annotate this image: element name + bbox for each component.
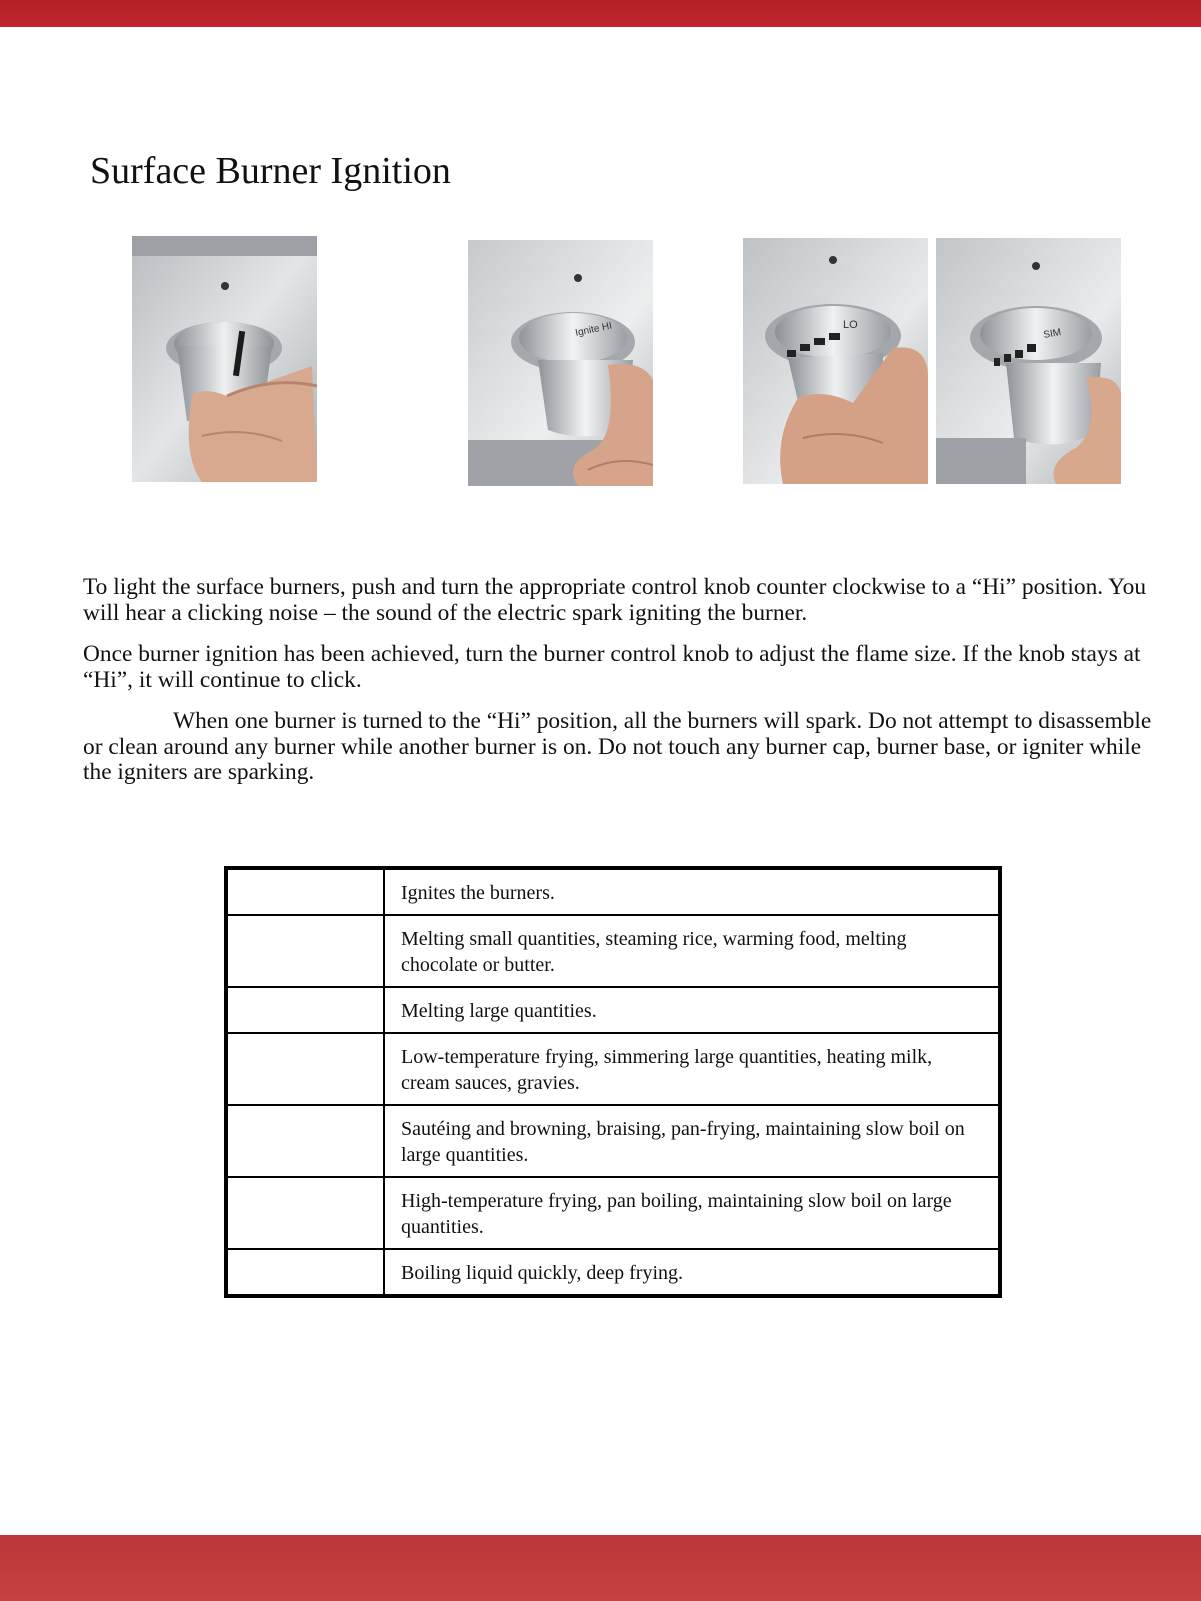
usage-cell: Boiling liquid quickly, deep frying. xyxy=(384,1249,1000,1296)
flame-adjust-paragraph: Once burner ignition has been achieved, turn the burner control knob to adjust the flame size. If the knob stays at “Hi”, it will continue to click. xyxy=(83,641,1141,693)
usage-cell: Low-temperature frying, simmering large quantities, heating milk, cream sauces, gravies. xyxy=(384,1033,1000,1105)
usage-cell: High-temperature frying, pan boiling, maintaining slow boil on large quantities. xyxy=(384,1177,1000,1249)
knob-push-photo xyxy=(132,236,317,482)
setting-cell xyxy=(226,987,384,1033)
lo-label: LO xyxy=(843,319,858,331)
setting-cell xyxy=(226,915,384,987)
top-color-band xyxy=(0,0,1201,27)
usage-cell: Melting large quantities. xyxy=(384,987,1000,1033)
setting-cell xyxy=(226,868,384,915)
setting-cell xyxy=(226,1249,384,1296)
sim-label: SIM xyxy=(1042,327,1063,341)
burner-usage-table xyxy=(224,866,1002,1298)
usage-cell: Sautéing and browning, braising, pan-frying, maintaining slow boil on large quantities. xyxy=(384,1105,1000,1177)
ignition-paragraph: To light the surface burners, push and turn the appropriate control knob counter clockwise to a “Hi” position. You will hear a clicking noise – the sound of the electric spark igniting the burner. xyxy=(83,574,1147,626)
knob-lo-photo xyxy=(743,238,928,484)
table-row xyxy=(226,1105,1000,1177)
bottom-color-band xyxy=(0,1535,1201,1601)
table-row xyxy=(226,915,1000,987)
usage-cell: Melting small quantities, steaming rice, warming food, melting chocolate or butter. xyxy=(384,915,1000,987)
knob-sim-photo xyxy=(936,238,1121,484)
setting-cell xyxy=(226,1033,384,1105)
table-row xyxy=(226,1033,1000,1105)
usage-cell: Ignites the burners. xyxy=(384,868,1000,915)
knob-ignite-hi-photo xyxy=(468,240,653,486)
setting-cell xyxy=(226,1105,384,1177)
setting-cell xyxy=(226,1177,384,1249)
table-row xyxy=(226,1177,1000,1249)
safety-paragraph-text: When one burner is turned to the “Hi” position, all the burners will spark. Do not attempt to disassemble or clean around any burner while another burner is on. Do not touch any burner cap, burner base, or igniter while the igniters are sparking. xyxy=(83,708,1152,785)
table-row xyxy=(226,987,1000,1033)
table-row xyxy=(226,868,1000,915)
page-title: Surface Burner Ignition xyxy=(90,150,451,192)
ignite-hi-label: Ignite HI xyxy=(574,320,614,339)
safety-paragraph xyxy=(83,709,1173,786)
table-row xyxy=(226,1249,1000,1296)
